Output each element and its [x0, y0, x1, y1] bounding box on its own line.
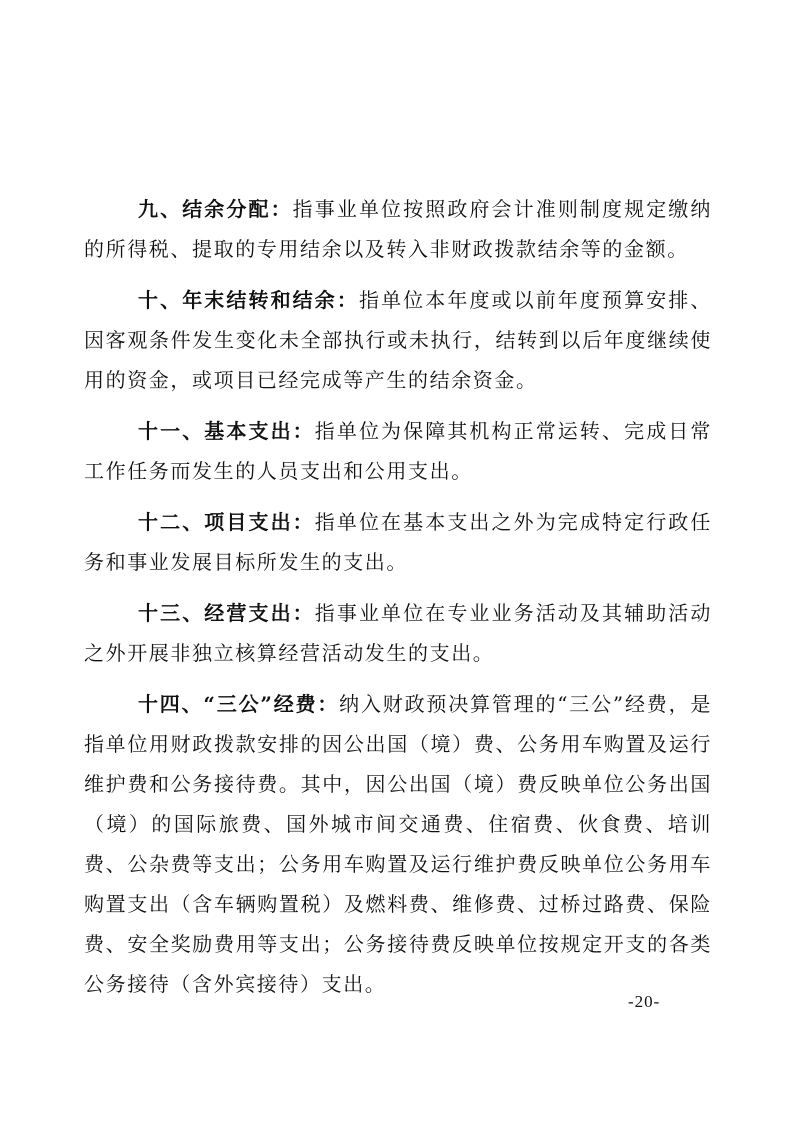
term-heading: 十一、基本支出： [138, 419, 315, 443]
term-definition: 指事业单位按照政府会计准则制度规定缴纳的所得税、提取的专用结余以及转入非财政拨款结余等的金额。 [84, 197, 712, 261]
page-number: -20- [628, 992, 661, 1011]
term-heading: 十三、经营支出： [138, 601, 315, 625]
paragraph-year-end-carryover [84, 280, 712, 400]
term-definition: 纳入财政预决算管理的“三公”经费，是指单位用财政拨款安排的因公出国（境）费、公务用车购置及运行维护费和公务接待费。其中，因公出国（境）费反映单位公务出国（境）的国际旅费、国外城市间交通费、住宿费、伙食费、培训费、公杂费等支出；公务用车购置及运行维护费反映单位公务用车购置支出（含车辆购置税）及燃料费、维修费、过桥过路费、保险费、安全奖励费用等支出；公务接待费反映单位按规定开支的各类公务接待（含外宾接待）支出。 [84, 692, 713, 996]
paragraph-basic-expenditure [84, 411, 712, 491]
term-heading: 十二、项目支出： [138, 510, 315, 534]
term-heading: 十、年末结转和结余： [138, 288, 359, 312]
term-heading: 九、结余分配： [138, 197, 293, 221]
document-body [84, 189, 712, 1015]
term-definition: 指单位为保障其机构正常运转、完成日常工作任务而发生的人员支出和公用支出。 [84, 419, 712, 483]
term-definition: 指事业单位在专业业务活动及其辅助活动之外开展非独立核算经营活动发生的支出。 [84, 601, 712, 665]
paragraph-surplus-distribution [84, 189, 712, 269]
term-heading: 十四、“三公”经费： [138, 692, 340, 716]
term-definition: 指单位本年度或以前年度预算安排、因客观条件发生变化未全部执行或未执行，结转到以后年度继续使用的资金，或项目已经完成等产生的结余资金。 [84, 288, 713, 392]
paragraph-operating-expenditure [84, 593, 712, 673]
term-definition: 指单位在基本支出之外为完成特定行政任务和事业发展目标所发生的支出。 [84, 510, 712, 574]
paragraph-three-public-expenses [84, 684, 712, 1004]
paragraph-project-expenditure [84, 502, 712, 582]
